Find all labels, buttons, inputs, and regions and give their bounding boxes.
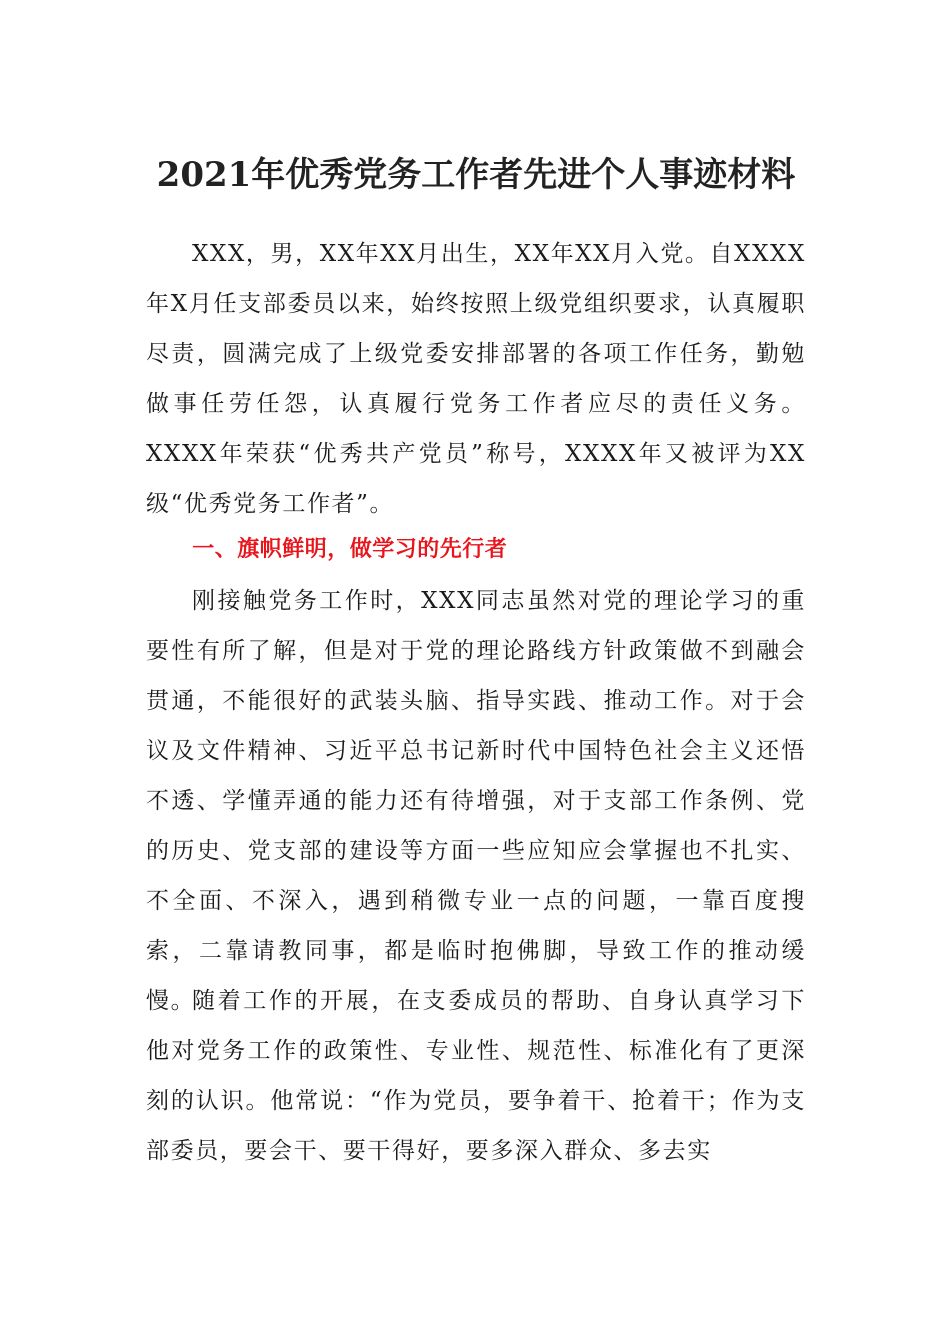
section-heading: 一、旗帜鲜明，做学习的先行者 (192, 537, 508, 562)
paragraph-study: 刚接触党务工作时，XXX同志虽然对党的理论学习的重要性有所了解，但是对于党的理论路线方针政策做不到融会贯通，不能很好的武装头脑、指导实践、推动工作。对于会议及文件精神、习近平总书记新时代中国特色社会主义还悟不透、学懂弄通的能力还有待增强，对于支部工作条例、党的历史、党支部的建设等方面一些应知应会掌握也不扎实、不全面、不深入，遇到稍微专业一点的问题，一靠百度搜索，二靠请教同事，都是临时抱佛脚，导致工作的推动缓慢。 (146, 588, 806, 1014)
paragraph-intro: XXX，男，XX年XX月出生，XX年XX月入党。自XXXX年X月任支部委员以来，始终按照上级党组织要求，认真履职尽责，圆满完成了上级党委安排部署的各项工作任务，勤勉做事任劳任怨，认真履行党务工作者应尽的责任义务。XXXX年荣获“优秀共产党员”称号，XXXX年又被评为XX级“优秀党务工作者”。 (146, 241, 807, 517)
paragraph-progress: 随着工作的开展，在支委成员的帮助、自身认真学习下他对党务工作的政策性、专业性、规范性、标准化有了更深刻的认识。他常说：“作为党员，要争着干、抢着干；作为支部委员，要会干、要干得好，要多深入群众、多去实 (146, 988, 806, 1164)
document-title: 2021年优秀党务工作者先进个人事迹材料 (156, 155, 796, 195)
